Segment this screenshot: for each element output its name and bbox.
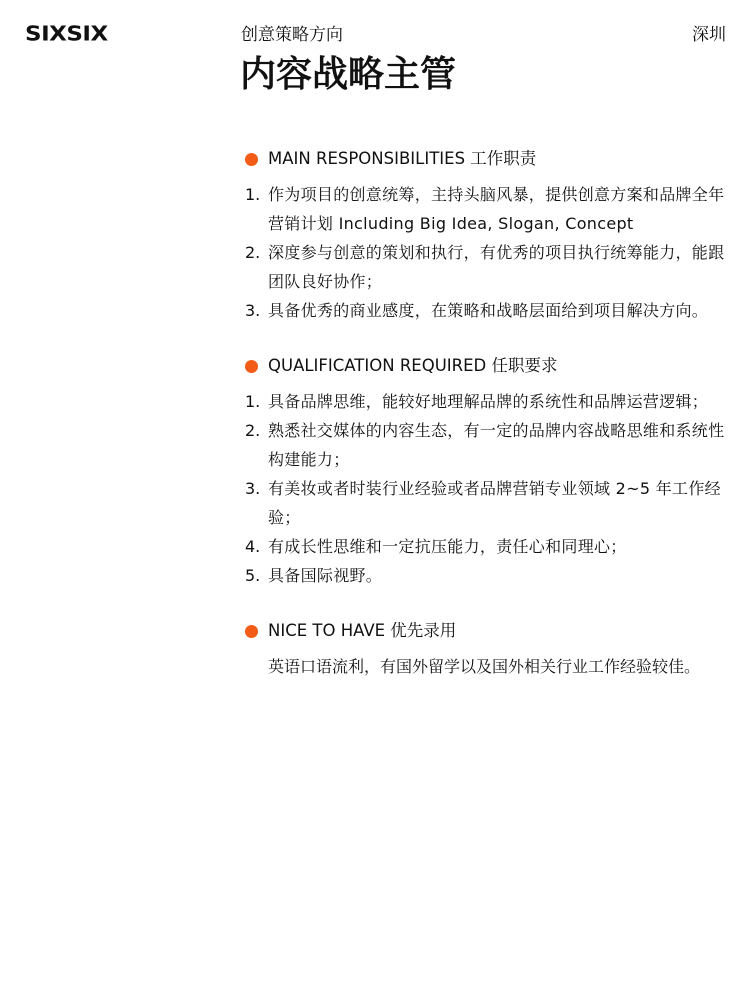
item-number: 3. [245,301,261,320]
list-item [245,474,745,532]
item-text: 有成长性思维和一定抗压能力，责任心和同理心； [268,537,627,556]
responsibility-list [245,180,745,325]
list-item [245,238,745,296]
job-category: 创意策略方向 [241,25,343,45]
item-text: 有美妆或者时装行业经验或者品牌营销专业领域 2~5 年工作经验； [268,479,721,527]
list-item [245,416,745,474]
section-title: QUALIFICATION REQUIRED 任职要求 [268,356,558,375]
section-qualifications [245,353,745,590]
item-number: 2. [245,421,261,440]
item-text: 熟悉社交媒体的内容生态，有一定的品牌内容战略思维和系统性构建能力； [268,421,725,469]
item-number: 2. [245,243,261,262]
item-text: 作为项目的创意统筹，主持头脑风暴，提供创意方案和品牌全年营销计划 Including Big Idea, Slogan, Concept [268,185,725,233]
item-number: 1. [245,185,261,204]
section-responsibilities [245,146,745,325]
item-number: 5. [245,566,261,585]
list-item [245,387,745,416]
section-header [245,146,745,172]
section-header [245,618,745,644]
orange-dot-icon [245,625,258,638]
item-number: 1. [245,392,261,411]
item-text: 深度参与创意的策划和执行，有优秀的项目执行统筹能力，能跟团队良好协作； [268,243,725,291]
job-location: 深圳 [692,25,726,45]
item-text: 具备品牌思维，能较好地理解品牌的系统性和品牌运营逻辑； [268,392,709,411]
item-number: 3. [245,479,261,498]
job-description [245,146,745,709]
qualification-list [245,387,745,590]
job-title: 内容战略主管 [240,54,457,95]
orange-dot-icon [245,153,258,166]
list-item [245,296,745,325]
orange-dot-icon [245,360,258,373]
section-title: MAIN RESPONSIBILITIES 工作职责 [268,149,537,168]
section-title: NICE TO HAVE 优先录用 [268,621,457,640]
item-text: 具备国际视野。 [268,566,383,585]
list-item [245,532,745,561]
item-text: 具备优秀的商业感度，在策略和战略层面给到项目解决方向。 [268,301,709,320]
brand-logo: SIXSIX [25,23,108,46]
nice-to-have-text: 英语口语流利，有国外留学以及国外相关行业工作经验较佳。 [268,657,701,676]
item-number: 4. [245,537,261,556]
section-header [245,353,745,379]
list-item [245,180,745,238]
section-nice-to-have [245,618,745,681]
list-item [245,561,745,590]
